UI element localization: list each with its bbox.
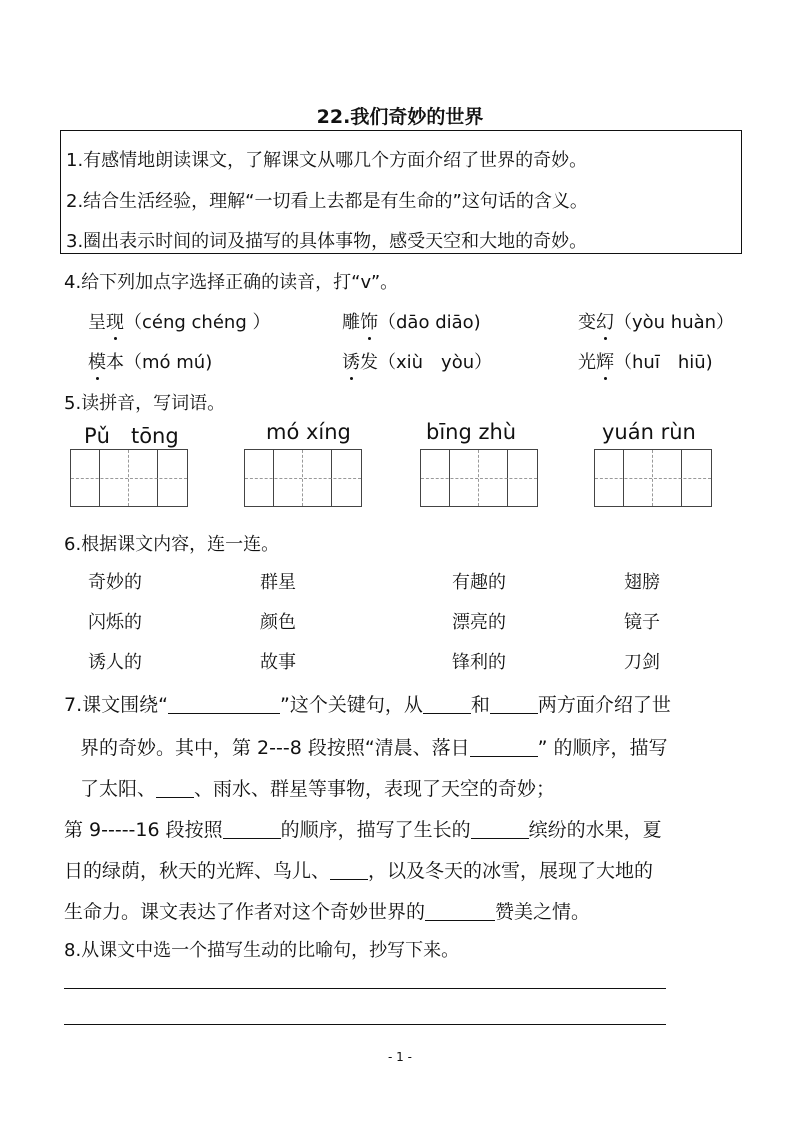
q7-line-3: 了太阳、 、雨水、群星等事物，表现了天空的奇妙； — [80, 778, 556, 800]
q4-item: 变幻（yòu huàn） — [578, 308, 734, 334]
q5-pinyin: mó xíng — [266, 420, 351, 444]
q5-pinyin: Pǔ tōng — [84, 424, 179, 448]
blank[interactable] — [168, 695, 280, 714]
writing-grid[interactable] — [244, 449, 362, 507]
blank[interactable] — [425, 902, 495, 921]
q7-line-1: 7.课文围绕“ ”这个关键句，从 和 两方面介绍了世 — [64, 694, 671, 716]
match-item[interactable]: 有趣的 — [452, 572, 506, 593]
page-title: 22.我们奇妙的世界 — [316, 106, 484, 128]
q7-line-6: 生命力。课文表达了作者对这个奇妙世界的 赞美之情。 — [64, 901, 591, 923]
writing-grid[interactable] — [70, 449, 188, 507]
q5-pinyin: bīng zhù — [426, 420, 517, 444]
blank[interactable] — [490, 695, 538, 714]
match-item[interactable]: 镜子 — [624, 612, 660, 633]
blank[interactable] — [470, 738, 538, 757]
q4-item: 诱发（xiù yòu） — [342, 348, 492, 374]
q4-prompt: 4.给下列加点字选择正确的读音，打“v”。 — [64, 272, 399, 293]
blank[interactable] — [330, 861, 368, 880]
q8-prompt: 8.从课文中选一个描写生动的比喻句，抄写下来。 — [64, 940, 460, 961]
blank[interactable] — [423, 695, 471, 714]
match-item[interactable]: 闪烁的 — [88, 612, 142, 633]
q4-item: 光辉（huī hiū) — [578, 348, 713, 374]
page-number: - 1 - — [388, 1050, 412, 1064]
q6-prompt: 6.根据课文内容，连一连。 — [64, 534, 280, 555]
q4-item: 雕饰（dāo diāo) — [342, 308, 481, 334]
match-item[interactable]: 锋利的 — [452, 652, 506, 673]
q7-line-2: 界的奇妙。其中，第 2---8 段按照“清晨、落日 ” 的顺序，描写 — [80, 737, 668, 759]
q4-item: 呈现（céng chéng ） — [88, 308, 270, 334]
answer-line[interactable] — [64, 1024, 666, 1025]
answer-line[interactable] — [64, 988, 666, 989]
objective-2: 2.结合生活经验，理解“一切看上去都是有生命的”这句话的含义。 — [66, 191, 588, 212]
match-item[interactable]: 刀剑 — [624, 652, 660, 673]
q4-item: 模本（mó mú) — [88, 348, 212, 374]
match-item[interactable]: 故事 — [260, 652, 296, 673]
match-item[interactable]: 群星 — [260, 572, 296, 593]
blank[interactable] — [223, 820, 281, 839]
match-item[interactable]: 漂亮的 — [452, 612, 506, 633]
match-item[interactable]: 颜色 — [260, 612, 296, 633]
q5-pinyin: yuán rùn — [602, 420, 696, 444]
match-item[interactable]: 奇妙的 — [88, 572, 142, 593]
q7-line-4: 第 9-----16 段按照 的顺序，描写了生长的 缤纷的水果，夏 — [64, 819, 662, 841]
writing-grid[interactable] — [594, 449, 712, 507]
objective-1: 1.有感情地朗读课文，了解课文从哪几个方面介绍了世界的奇妙。 — [66, 150, 588, 171]
blank[interactable] — [471, 820, 529, 839]
match-item[interactable]: 诱人的 — [88, 652, 142, 673]
objective-3: 3.圈出表示时间的词及描写的具体事物，感受天空和大地的奇妙。 — [66, 231, 588, 252]
writing-grid[interactable] — [420, 449, 538, 507]
q7-line-5: 日的绿荫，秋天的光辉、鸟儿、 ，以及冬天的冰雪，展现了大地的 — [64, 860, 654, 882]
q5-prompt: 5.读拼音，写词语。 — [64, 393, 226, 414]
match-item[interactable]: 翅膀 — [624, 572, 660, 593]
blank[interactable] — [156, 779, 194, 798]
